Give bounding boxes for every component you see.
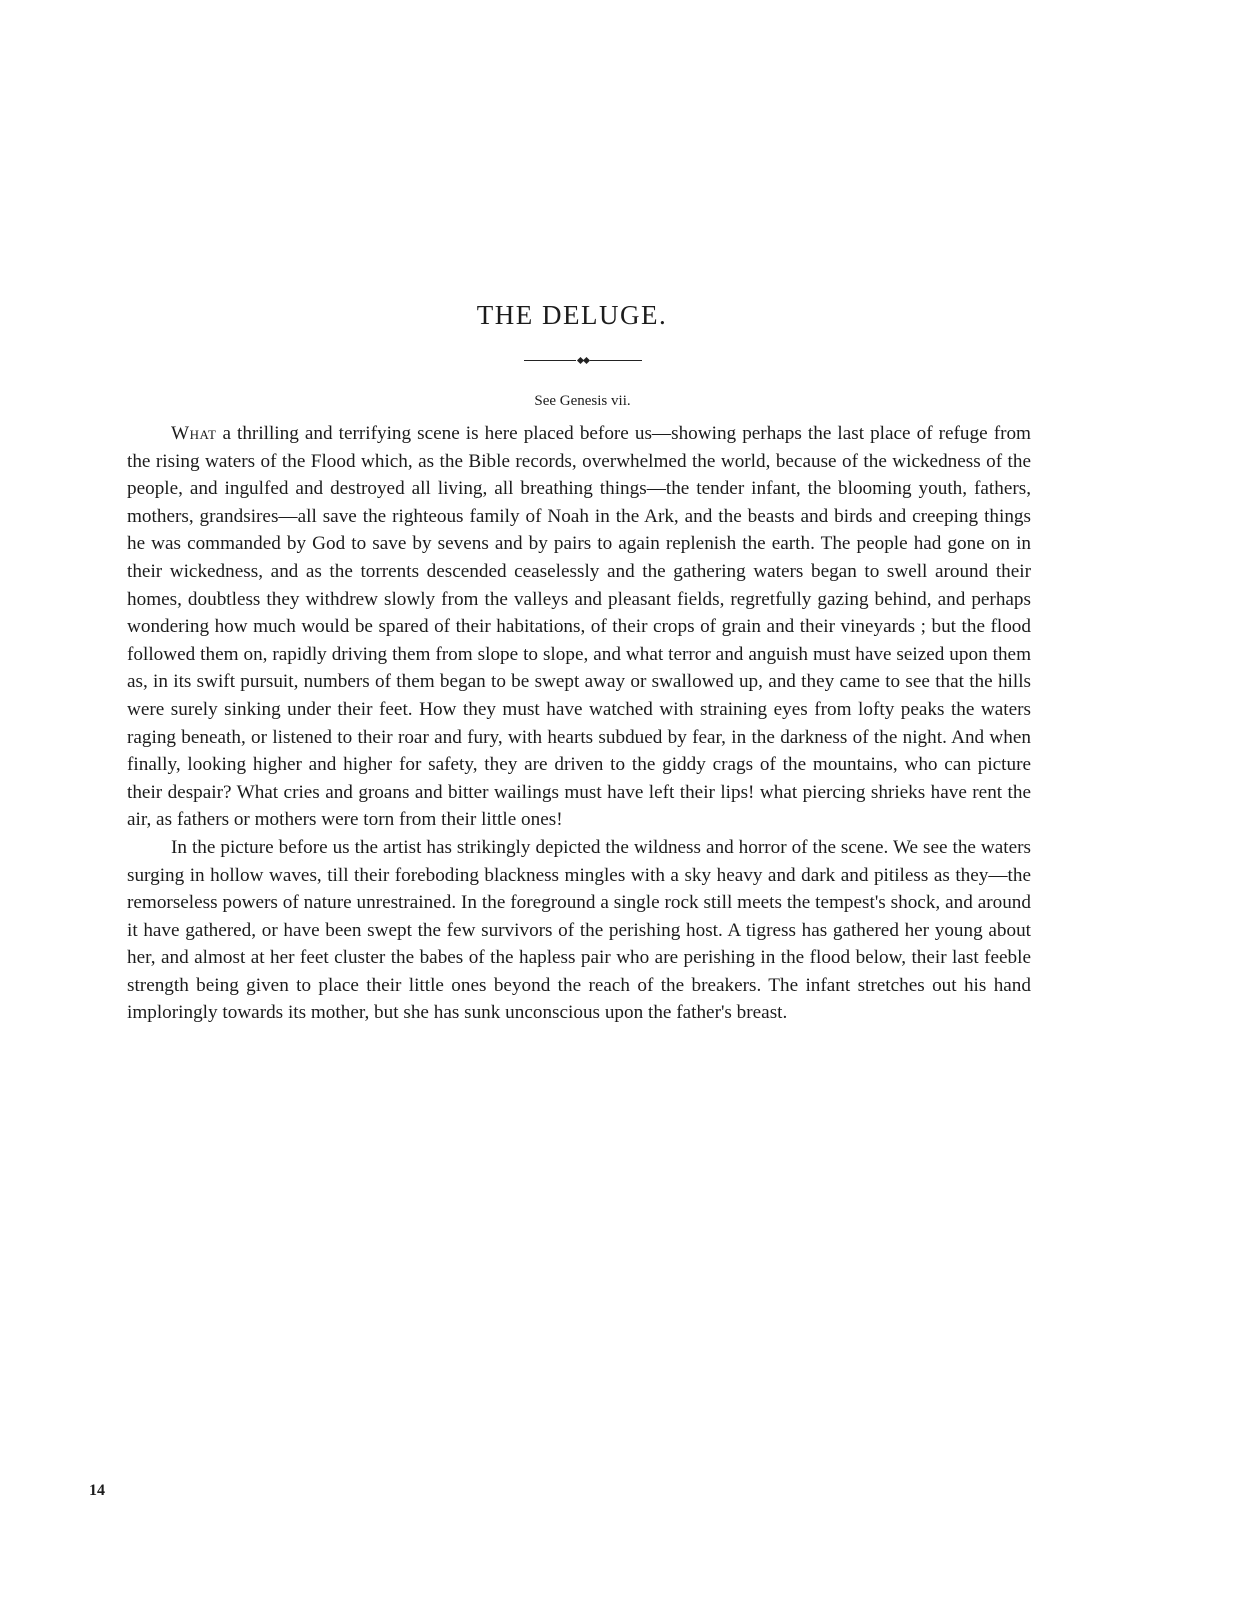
ornament-diamond-icon <box>583 357 590 364</box>
paragraph-text: a thrilling and terrifying scene is here placed before us—showing perhaps the last place of refuge from the rising waters of the Flood which, as the Bible records, overwhelmed the world, because of the wickedness of the people, and ingulfed and destroyed all living, all breathing things—the tender infant, the blooming youth, fathers, mothers, grandsires—all save the righteous family of Noah in the Ark, and the beasts and birds and creeping things he was commanded by God to save by sevens and by pairs to again replenish the earth. The people had gone on in their wickedness, and as the torrents descended ceaselessly and the gathering waters began to swell around their homes, doubtless they withdrew slowly from the valleys and pleasant fields, regretfully gazing behind, and perhaps wondering how much would be spared of their habitations, of their crops of grain and their vineyards ; but the flood followed them on, rapidly driving them from slope to slope, and what terror and anguish must have seized upon them as, in its swift pursuit, numbers of them began to be swept away or swallowed up, and they came to see that the hills were surely sinking under their feet. How they must have watched with straining eyes from lofty peaks the waters raging beneath, or listened to their roar and fury, with hearts subdued by fear, in the darkness of the night. And when finally, looking higher and higher for safety, they are driven to the giddy crags of the mountains, who can picture their despair? What cries and groans and bitter wailings must have left their lips! what piercing shrieks have rent the air, as fathers or mothers were torn from their little ones! <box>127 423 1031 831</box>
scripture-reference: See Genesis vii. <box>534 393 631 409</box>
title-ornament <box>524 358 642 364</box>
ornament-rule-left <box>524 360 576 361</box>
ornament-rule-right <box>590 360 642 361</box>
body-text <box>127 420 1031 1027</box>
page-title: THE DELUGE. <box>476 300 668 330</box>
page-number: 14 <box>89 1482 105 1499</box>
lead-word: What <box>171 423 217 444</box>
paragraph-1 <box>127 420 1031 834</box>
paragraph-2 <box>127 834 1031 1027</box>
paragraph-text: In the picture before us the artist has strikingly depicted the wildness and horror of the scene. We see the waters surging in hollow waves, till their foreboding blackness mingles with a sky heavy and dark and pitiless as they—the remorseless powers of nature unrestrained. In the foreground a single rock still meets the tempest's shock, and around it have gathered, or have been swept the few survivors of the perishing host. A tigress has gathered her young about her, and almost at her feet cluster the babes of the hapless pair who are perishing in the flood below, their last feeble strength being given to place their little ones beyond the reach of the breakers. The infant stretches out his hand imploringly towards its mother, but she has sunk unconscious upon the father's breast. <box>127 836 1031 1024</box>
